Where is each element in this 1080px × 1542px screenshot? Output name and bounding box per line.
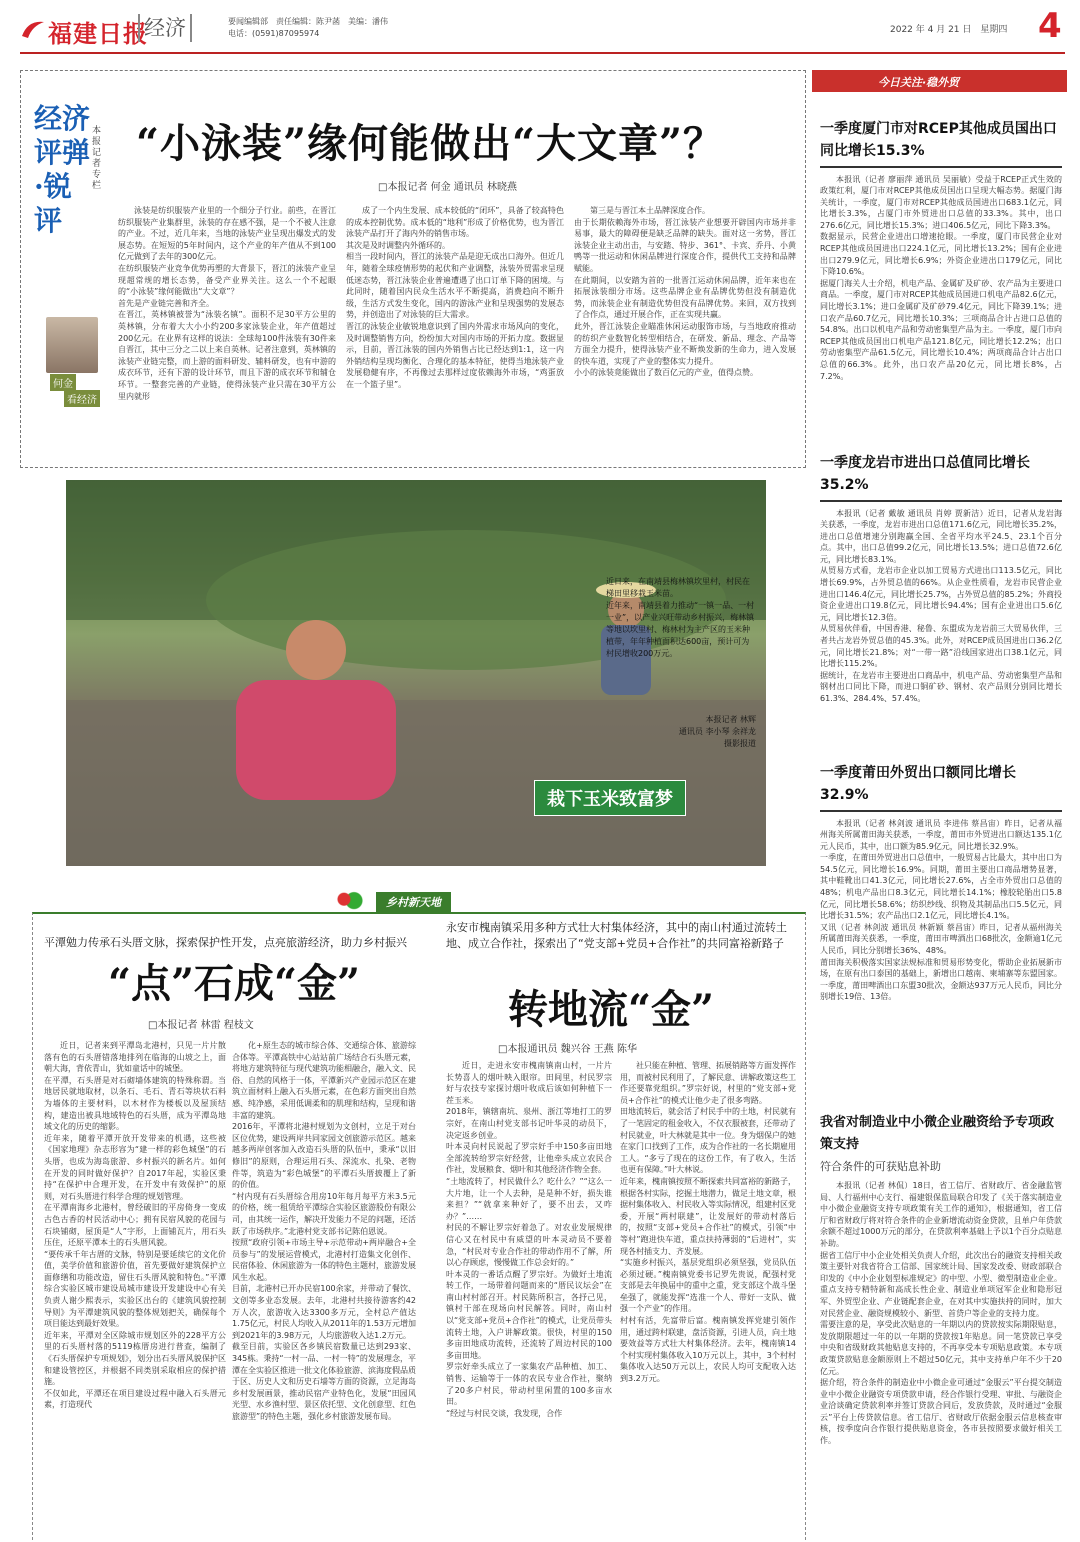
editor-line: 要闻编辑部 责任编辑：陈尹菡 美编：潘伟 <box>228 17 388 26</box>
article-finance-headline: 我省对制造业中小微企业融资给予专项政策支持 <box>820 1115 1055 1152</box>
article-putian <box>820 762 1062 1102</box>
feature-text-2: 成了一个内生发展、成本较低的“闭环”，具备了较高特色的成本控制优势。成本低的“地利”形成了价格优势，也为晋江泳装产品打开了海内外的销售市场。 其次是及时调整内外循环的。 相当一段时间内，晋江的泳装产品是迎无成出口海外。但近几年，随着全球疫情形势的起伏和产业调整，泳装外贸需求呈现低迷态势，晋江泳装企业普遍遭遇了出口订单下降的困境。与此同时，随着国内民众生活水平不断提高，消费趋向不断升级，生活方式发生变化，国内的游泳产业和呈现强势的发展态势，并创造出了对泳装的巨大需求。 晋江的泳装企业敏锐地意识到了国内外需求市场风向的变化，及时调整销售方向，纷纷加大对国内市场的开拓力度。数据显示，目前，晋江泳装的国内外销售占比已经达到1:1，这一内外销结构呈现均衡化、合理化的基本特征，使得当地泳装产业发展稳健有序，不再像过去那样过度依赖海外市场，“鸡蛋放在一个篮子里”。 <box>346 206 564 389</box>
story-left-text-1: 近日，记者来到平潭岛北港村，只见一片片散落有色的石头厝错落地排列在临海的山坡之上，面朝大海，背依青山，犹如童话中的城堡。 在平潭，石头厝是对石砌墙体建筑的特殊称谓。当地居民就地取材，以条石、毛石、青石等块状石料为墙体的主要材料，以木材作为楼板以及屋顶结构，建造出被具地域特色的石头厝，成为平潭岛地域文化的历史的缩影。 近年来，随着平潭开放开发带来的机遇，这些被《国家地理》杂志形容为“建一样的彩色城堡”的石头厝，也成为海岛旅游、乡村振兴的新名片。如何在开发的同时做好保护？自2017年起，实验区秉持“在保护中合理开发，在开发中有效保护”的原则，对石头厝进行科学合理的规划管理。 在平潭南海乡北港村，曾经破旧的平房倚身一变成古色古香的村民活动中心；拥有民宿风貌的花园与石块铺砌，屋顶是“人”字形，上面铺瓦片，用石头压住，还原平潭本土的石头厝风貌。 “要传承千年古厝的文脉，特别是要延续它的文化价值，美学价值和旅游价值，首先要做好建筑保护立面修缮和功能改造，留住石头厝风貌和特色。”平潭综合实验区城市建设局城市建设开发建设中心有关负责人谢少熙表示，实验区出台的《建筑风貌控制导则》为平潭建筑风貌的整体规划把关，确保每个项目能达到最好效果。 近年来，平潭对全区除城市规划区外的228平方公里的石头厝村落的5119栋厝房进行普查，编制了《石头厝保护专项规划》，划分出石头厝风貌保护区和建设管控区，并根据不同类别采取相应的保护措施。 不仅如此，平潭还在项目建设过程中融入石头厝元素，打造现代 <box>44 1041 226 1410</box>
article-longyan-headline: 一季度龙岩市进出口总值同比增长35.2% <box>820 455 1030 493</box>
feature-column-3 <box>574 205 796 463</box>
article-xiamen-rule <box>820 166 1062 168</box>
story-right-column-1 <box>446 1060 612 1532</box>
newspaper-logo: 福建日报 <box>48 19 148 48</box>
article-xiamen-text: 本报讯（记者 廖丽萍 通讯员 吴丽敏）受益于RCEP正式生效的政策红利，厦门市对RCEP其他成员国出口呈现大幅态势。据厦门海关统计，一季度，厦门市对RCEP其他成员国进出口683.1亿元，同比增长3.3%，占厦门市外贸进出口总值的33.3%。其中，出口276.6亿元，同比增长15.3%；进口406.5亿元，同比下降3.3%。 数据显示，民营企业进出口增速抢眼。一季度，厦门市民营企业对RCEP其他成员国进出口224.1亿元，同比增长13.2%；国有企业进出口279.9亿元，同比增长6.9%；外资企业进出口179亿元，同比下降10.6%。 据厦门海关人士介绍，机电产品、金属矿及矿砂、农产品为主要进口商品。一季度，厦门市对RCEP其他成员国进口机电产品82.6亿元，同比增长3.1%；进口金属矿及矿砂79.4亿元，同比下降39.1%；进口农产品60.7亿元，同比增长10.3%；三项商品合计占进口总值的54.8%。出口以机电产品和劳动密集型产品为主。一季度，厦门市向RCEP其他成员国出口机电产品121.8亿元，同比增长12.2%；出口劳动密集型产品61.5亿元，同比增长10.4%；两项商品合计占出口总值的66.3%。此外，出口农产品20亿元，同比增长8%，占7.2%。 <box>820 174 1062 381</box>
story-right-kicker: 永安市槐南镇采用多种方式壮大村集体经济，其中的南山村通过流转土地、成立合作社，探索出了“党支部+党员+合作社”的共同富裕新路子 <box>446 921 787 950</box>
photo-title: 栽下玉米致富梦 <box>534 780 686 816</box>
column-subtitle: 本报记者专栏 <box>92 126 102 191</box>
masthead <box>0 0 1080 58</box>
column-label-panel <box>34 102 126 406</box>
story-right-byline: □本报通讯员 魏兴谷 王燕 陈华 <box>498 1044 637 1055</box>
story-right-column-2 <box>620 1060 796 1532</box>
feature-column-1 <box>118 205 336 463</box>
photo-credit: 本报记者 林辉 通讯员 李小琴 余祥龙 摄影报道 <box>678 715 756 748</box>
story-left-column-2 <box>232 1040 416 1530</box>
article-finance-subhead: 符合条件的可获贴息补助 <box>820 1160 941 1173</box>
phone-line: 电话：(0591)87095974 <box>228 29 320 38</box>
story-left-text-2: 化+原生态的城市综合体、交通综合体、旅游综合体等。平潭高铁中心站站前广场结合石头厝元素，将地方建筑特征与现代建筑功能相融合，融入文、民俗、自然的风格于一体，平潭新兴产业园示范区在建筑立面材料上融入石头厝元素，在色彩方面突出自然感、纯净感，采用低调柔和的肌理和结构，呈现和谐丰富的建筑。 2016年，平潭将北港村规划为文创村，立足于对台区位优势，建设两岸共同家园文创旅游示范区。越来越多两岸创客加入改造石头厝的队伍中，秉承“以旧修旧”的原则，合理运用石头、深流水、扎染、老物件等，筑造为“彩色城堡”的平潭石头厝披覆上了新的价值。 “村内现有石头厝综合用房10年每月每平方米3.5元的价格，统一租赁给平潭综合实验区旅游股份有限公司，由其统一运作，解决开发能力不足的问题，还活跃了市场秩序。”北港村党支部书记陈伯恩说。 按照“政府引领+市场主导+示范带动+两岸融合+全员参与”的发展运营模式，北港村打造集文化创作、民宿体验、休闲旅游为一体的特色主题村，旅游发展风生水起。 目前，北港村已开办民宿100余家，并带动了餐饮、文创等多业态发展。去年，北港村共接待游客约42万人次，旅游收入达3300多万元，全村总产值达1.75亿元，村民人均收入从2011年的1.53万元增加到2021年的3.98万元，人均旅游收入达1.2万元。 截至目前，实验区各乡镇民宿数量已达到293家、345栋。秉持“一村一品、一村一特”的发展理念，平潭在全实验区推进一批文化体验旅游、滨海度假品质于区、历史人文和历史石墙等方面的资源，立足海岛乡村发展画景，推动民宿产业特色化，发展“田园风光型、水乡渔村型、景区依托型、文化创意型、红色旅游型”的特色主题，强化乡村旅游发展布局。 <box>232 1041 416 1421</box>
right-column-banner <box>812 70 1067 92</box>
article-xiamen <box>820 118 1062 440</box>
article-longyan-body <box>820 508 1062 740</box>
column-title: 经济评弹·锐评 <box>34 102 91 237</box>
story-left-column-1 <box>44 1040 226 1530</box>
news-photo <box>66 480 766 866</box>
feature-headline: “小泳装”缘何能做出“大文章”？ <box>136 120 725 167</box>
feature-byline: □本报记者 何金 通讯员 林晓燕 <box>378 182 517 193</box>
section-tag: 经济 <box>138 14 192 42</box>
story-right-text-1: 近日，走进永安市槐南镇南山村，一片片长势喜人的烟叶映入眼帘。田间里，村民罗宗好与农技专家探讨烟叶收成后该如何种植下一茬玉米。 2018年，镇辖南坑、泉州、浙江等地打工的罗宗好，在南山村党支部书记叶华灵的动员下，决定返乡创业。 叶本灵向村民说起了罗宗好手中150多亩田地全部流转给罗宗好经营，让他牵头成立农民合作社，发展粮食、烟叶和其他经济作物全套。 “土地流转了，村民做什么？吃什么？”“这么一大片地，让一个人去种，是是种不好，损失谁来担？”“就拿来种好了，要不出去，又咋办？”…… 村民的不解让罗宗好着急了。对农业发展规律信心又在村民中有威望的叶本灵动员不要着急，“村民对专业合作社的带动作用不了解，所以心存顾虑，慢慢做工作总会好的。” 叶本灵的一番话点醒了罗宗好。为做好土地流转工作，一场带着问题而来的“厝民议坛会”在南山村村部召开。村民陈所积言，各抒己见，镇村干部在现场向村民解答。同时，南山村以“党支部+党员+合作社”的模式，让党员带头流转土地，入户讲解政策。很快，村里的150多亩田地成功流转，还流转了周边村民的100多亩田地。 罗宗好牵头成立了一家集农产品种植、加工、销售、运输等于一体的农民专业合作社，聚纳了20多户村民，带动村里闲置的100多亩水田。 “经过与村民交谈，我发现，合作 <box>446 1061 612 1418</box>
story-right-text-2: 社只能在种植、管理、拓展销路等方面发挥作用，而被村民利用了，了解民意、讲解政策这些工作还要靠党组织。”罗宗好说，村里的“党支部+党员+合作社”的模式让他少走了很多弯路。 田地流转后，就会活了村民手中的土地，村民就有了一笔固定的租金收入，不仅衣服被套，还带动了村民就业，叶大林就是其中一位。身为烟保户的她在家门口找到了工作，成为合作社的一名长期雇用工人。“多亏了现在的这份工作，有了收入，生活也更有保障。”叶大林说。 近年来，槐南镇按照不断探索共同富裕的新路子，根据各村实际，挖掘土地潜力，做足土地文章，根据村集体收入、村民收入等实际情况，组建村区党委，开展“两村联建”，让发展好的带动村落后的，按照“支部+党员+合作社”的模式，引领“中等村”跑进快车道，重点扶持薄弱的“后进村”，实现各村插支力、齐发展。 “实施乡村振兴，基层党组织必须坚强，党员队伍必须过硬。”槐南镇党委书记罗先贵说，配强村党支部是去年换届中的重中之重，党支部这个战斗堡垒强了，就能发挥“选准一个人、带好一支队、做强一个产业”的作用。 村村有活，先富带后富。槐南镇发挥党建引领作用，通过跨村联建，盘活资源，引进人员，向土地要效益等方式壮大村集体经济。去年，槐南镇14个村实现村集体收入10万元以上，其中，3个村村集体收入达50万元以上，农民人均可支配收入达到3.2万元。 <box>620 1061 796 1384</box>
article-longyan-text: 本报讯（记者 戴敏 通讯员 肖婷 贾新洁）近日，记者从龙岩海关获悉，一季度，龙岩市进出口总值171.6亿元，同比增长35.2%，进出口总值增速分别跑赢全国、全省平均水平24.5、23.1个百分点。其中，出口总值99.2亿元，同比增长13.5%；进口总值72.6亿元，同比增长83.1%。 从贸易方式看，龙岩市企业以加工贸易方式进出口113.5亿元，同比增长69.9%，占外贸总值的66%。从企业性质看，龙岩市民营企业进出口146.4亿元，同比增长25.7%，占外贸总值的85.2%；外商投资企业进出口19.8亿元，同比增长94.4%；国有企业进出口5.6亿元，同比增长12.3倍。 从贸易伙伴看，中国香港、秘鲁、东盟成为龙岩前三大贸易伙伴，三者共占龙岩外贸总值的45.3%。此外，对RCEP成员国进出口36.2亿元，同比增长21.8%；对“一带一路”沿线国家进出口38.1亿元，同比增长115.2%。 据统计，在龙岩市主要进出口商品中，机电产品、劳动密集型产品和钢材出口同比下降，而进口铜矿砂、钢材、农产品则分别同比增长61.3%、284.4%、57.4%。 <box>820 508 1062 703</box>
right-column-banner-text: 今日关注·稳外贸 <box>878 76 960 89</box>
feature-text-1: 泳装是纺织服装产业里的一个细分子行业。前些，在晋江纺织服装产业集群里，泳装的存在感不强，是一个不被人注意的产业。不过，近几年来，当地的泳装产业呈现出爆发式的发展态势。在短短的5年时间内，这个产业的年产值从不到100亿元做到了去年的300亿元。 在纺织服装产业竞争优势再塑的大背景下，晋江的泳装产业呈现超常规的增长态势，备受产业界关注。这么一个不起眼的“小泳装”缘何能做出“大文章”？ 首先是产业链完善和齐全。 在晋江，英林镇被誉为“泳装名镇”。面积不足30平方公里的英林镇，分布着大大小小约200多家泳装企业，年产值超过200亿元。在业界有这样的说法：全球每100件泳装有30件来自晋江，其中三分之二以上来自英林。记者注意到，英林镇的泳装产业链完整，而上游的面料研发、辅料研发，也有中游的成衣环节，还有下游的设计环节，而且下游的成衣环节和辅仓环节。一整套完善的产业链，使得泳装产业只需在30平方公里内就形 <box>118 206 336 401</box>
rural-banner-text: 乡村新天地 <box>376 892 451 912</box>
article-longyan-rule <box>820 500 1062 502</box>
photo-caption: 近日来，在南靖县梅林镇坎里村，村民在梯田里移栽玉米苗。 近年来，南靖县着力推动“一镇一品、一村一业”，以产业兴旺带动乡村振兴，梅林镇等地以坎里村、梅林村为主产区的玉米种植带，年年种植面积达600亩，预计可为村民增收200万元。 <box>606 577 755 658</box>
article-putian-rule <box>820 810 1062 812</box>
editor-info <box>228 16 388 40</box>
story-right-headline: 转地流“金” <box>508 986 715 1033</box>
article-longyan <box>820 452 1062 740</box>
story-left-byline: □本报记者 林雷 程枝文 <box>148 1020 254 1031</box>
header-rule <box>20 52 1065 54</box>
author-photo <box>46 317 98 373</box>
author-tag-name: 何金 <box>50 374 76 391</box>
article-putian-text: 本报讯（记者 林剑波 通讯员 李进伟 蔡昌宙）昨日，记者从福州海关所属莆田海关获悉，一季度，莆田市外贸进出口额达135.1亿元人民币，其中，出口额为85.9亿元，同比增长32.9%。 一季度，在莆田外贸进出口总值中，一般贸易占比最大，其中出口为54.5亿元，同比增长16.9%。同期，莆田主要出口商品增势显著，其中鞋靴出口41.3亿元，同比增长27.6%，占全市外贸出口总值的48%；机电产品出口8.3亿元，同比增长14.1%；橡胶轮胎出口5.8亿元，同比增长58.6%；纺织纱线、织物及其制品出口5.5亿元，同比增长31.5%；农产品出口2.1亿元，同比增长4.1%。 又讯（记者 林剑波 通讯员 林新颖 蔡昌宙）昨日，记者从福州海关所属莆田海关获悉，一季度，莆田市啤酒出口68批次，金额逾1亿元人民币，同比分别增长36%、48%。 莆田海关积极落实国家法规标准和贸易形势变化，帮助企业拓展新市场，在原有出口泰国的基础上，新增出口越南、柬埔寨等东盟国家。一季度，莆田啤酒出口东盟30批次，金额达937万元人民币，同比分别增长19倍、13倍。 <box>820 818 1062 1002</box>
story-left-headline: “点”石成“金” <box>108 960 361 1007</box>
article-finance-body <box>820 1180 1062 1536</box>
story-left-kicker: 平潭勉力传承石头厝文脉，探索保护性开发，点亮旅游经济，助力乡村振兴 <box>44 936 407 949</box>
feature-text-3: 第三是与晋江本土品牌深度合作。 由于长期依赖海外市场，晋江泳装产业想要开辟国内市场并非易事，最大的障碍便是缺乏品牌的缺失。面对这一劣势，晋江泳装企业主动出击，与安踏、特步、361°、卡宾、乔丹、小黄鸭等一批运动和休闲品牌进行深度合作，提供代工支持和品牌赋能。 在此期间，以安踏为首的一批晋江运动休闲品牌，近年来也在拓展泳装细分市场。这些品牌企业有品牌优势但没有制造优势，而泳装企业有制造优势但没有品牌优势。来回，双方找到了合作点，通过开展合作，正在实现共赢。 此外，晋江泳装企业瞄准休闲运动服饰市场，与当地政府推动的纺织产业数智化转型相结合，在研发、新品、理念、产品等方面全力提升，使得泳装产业不断焕发新的生命力，进入发展的快车道，实现了产业的整体实力提升。 小小的泳装竟能做出了数百亿元的产业，值得点赞。 <box>574 206 796 378</box>
article-putian-headline: 一季度莆田外贸出口额同比增长32.9% <box>820 765 1016 803</box>
author-tag-column: 看经济 <box>64 390 100 407</box>
logo-swoosh-icon <box>20 18 46 40</box>
feature-column-2 <box>346 205 564 463</box>
article-xiamen-headline: 一季度厦门市对RCEP其他成员国出口同比增长15.3% <box>820 121 1057 159</box>
article-xiamen-body <box>820 174 1062 440</box>
article-finance-policy <box>820 1112 1062 1536</box>
article-putian-body <box>820 818 1062 1102</box>
page-number: 4 <box>1038 6 1062 46</box>
issue-date: 2022 年 4 月 21 日 星期四 <box>890 25 1008 35</box>
article-finance-text: 本报讯（记者 林侃）18日，省工信厅、省财政厅、省金融监管局、人行福州中心支行、福建银保监局联合印发了《关于落实制造业中小微企业融资支持专项政策有关工作的通知》，根据通知，省工信厅和省财政厅将对符合条件的企业新增流动资金贷款，且单户年贷款余额不超过1000万元的部分，在贷款利率基础上予以1个百分点贴息补助。 据省工信厅中小企业处相关负责人介绍，此次出台的融资支持相关政策主要针对我省符合工信部、国家统计局、国家发改委、财政部联合印发的《中小企业划型标准规定》的中型、小型、微型制造业企业。重点支持专精特新和高成长性企业、制造业单项冠军企业和隐形冠军、外贸型企业、产业链配套企业，在对其中实施扶持的同时，加大对民营企业、融资规模较小、新型、首贷户等企业的支持力度。 需要注意的是，享受此次贴息的一年期以内的贷款按实际期限贴息，发放期限超过一年的以一年期的贷款按1年贴息。同一笔贷款已享受中央和省级财政其他贴息支持的，不再享受本专项贴息政策。本专项政策贷款贴息金额原则上不超过50亿元，其中支持单户年不少于20亿元。 据介绍，符合条件的制造业中小微企业可通过“金服云”平台提交制造业中小微企业融资专项贷款申请，经合作银行受理、审批、与融资企业洽谈确定贷款利率并签订贷款合同后，发放贷款，及时通过“金服云”平台上传贷款信息。省工信厅、省财政厅依据金服云信息核查审核，按季度向合作银行提供贴息资金，各市县按照要求做好相关工作。 <box>820 1181 1062 1446</box>
